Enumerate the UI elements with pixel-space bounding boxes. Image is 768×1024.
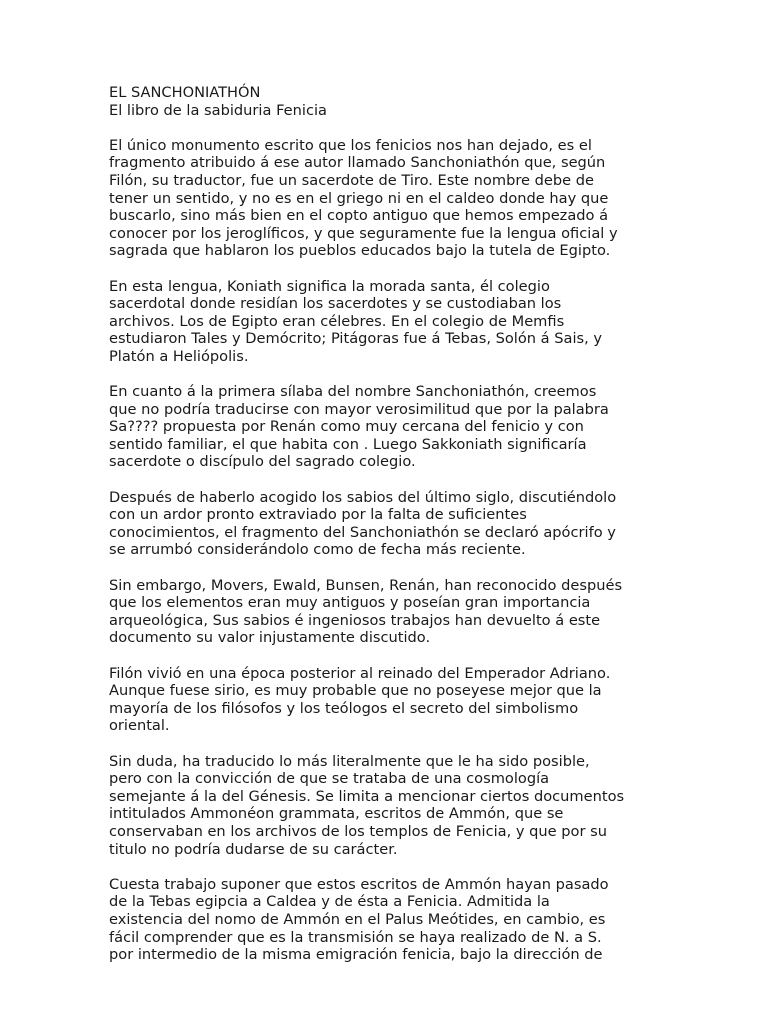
paragraph-4: Después de haberlo acogido los sabios del último siglo, discutiéndolo con un ardor pronto extraviado por la falta de suficientes conocimientos, el fragmento del Sanchoniathón se declaró apócrifo y se arrumbó considerándolo como de fecha más reciente. — [109, 488, 617, 559]
paragraph-8: Cuesta trabajo suponer que estos escritos de Ammón hayan pasado de la Tebas egipcia a Caldea y de ésta a Fenicia. Admitida la existencia del nomo de Ammón en el Palus Meótides, en cambio, es fácil comprender que es la transmisión se haya realizado de N. a S. por intermedio de la misma emigración fenicia, bajo la dirección de — [109, 875, 609, 964]
title-block — [109, 84, 669, 119]
paragraph-2: En esta lengua, Koniath significa la morada santa, él colegio sacerdotal donde residían los sacerdotes y se custodiaban los archivos. Los de Egipto eran célebres. En el colegio de Memfis estudiaron Tales y Demócrito; Pitágoras fue á Tebas, Solón á Sais, y Platón a Heliópolis. — [109, 277, 603, 365]
document-title: EL SANCHONIATHÓN — [109, 84, 261, 101]
paragraph-1: El único monumento escrito que los fenicios nos han dejado, es el fragmento atribuido á ese autor llamado Sanchoniathón que, según Filón, su traductor, fue un sacerdote de Tiro. Este nombre debe de tener un sentido, y no es en el griego ni en el caldeo donde hay que buscarlo, sino más bien en el copto antiguo que hemos empezado á conocer por los jeroglíficos, y que seguramente fue la lengua oficial y sagrada que hablaron los pueblos educados bajo la tutela de Egipto. — [109, 136, 618, 260]
paragraph-7: Sin duda, ha traducido lo más literalmente que le ha sido posible, pero con la convicción de que se trataba de una cosmología semejante á la del Génesis. Se limita a mencionar ciertos documentos intitulados Ammonéon grammata, escritos de Ammón, que se conservaban en los archivos de los templos de Fenicia, y que por su titulo no podría dudarse de su carácter. — [109, 752, 625, 858]
document-subtitle: El libro de la sabiduria Fenicia — [109, 101, 327, 119]
paragraph-5: Sin embargo, Movers, Ewald, Bunsen, Renán, han reconocido después que los elementos eran muy antiguos y poseían gran importancia arqueológica, Sus sabios é ingeniosos trabajos han devuelto á este documento su valor injustamente discutido. — [109, 576, 623, 647]
document-page — [109, 84, 669, 981]
paragraph-6: Filón vivió en una época posterior al reinado del Emperador Adriano. Aunque fuese sirio, es muy probable que no poseyese mejor que la mayoría de los filósofos y los teólogos el secreto del simbolismo oriental. — [109, 664, 611, 735]
paragraph-3: En cuanto á la primera sílaba del nombre Sanchoniathón, creemos que no podría traducirse con mayor verosimilitud que por la palabra Sa???? propuesta por Renán como muy cercana del fenicio y con sentido familiar, el que habita con . Luego Sakkoniath significaría sacerdote o discípulo del sagrado colegio. — [109, 383, 609, 471]
